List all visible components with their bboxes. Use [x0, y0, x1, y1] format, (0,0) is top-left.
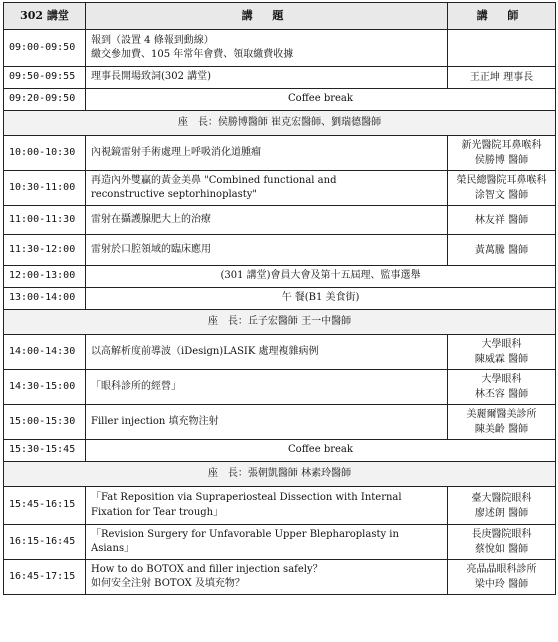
time-slot: 09:50-09:55	[4, 67, 86, 89]
topic-cell	[86, 487, 448, 525]
speaker-line: 侯勝博 醫師	[474, 155, 529, 166]
topic-line: 「Fat Reposition via Supraperiosteal Dissection with Internal	[91, 492, 402, 503]
topic-line: Filler injection 填充物注射	[91, 415, 219, 427]
time-slot: 15:30-15:45	[4, 440, 86, 462]
speaker-line: 涂智文 醫師	[474, 190, 529, 201]
session-chair-row	[4, 310, 556, 335]
table-row	[4, 487, 556, 525]
table-row	[4, 440, 556, 462]
table-row	[4, 235, 556, 266]
table-row	[4, 171, 556, 206]
time-slot: 14:30-15:00	[4, 370, 86, 405]
speaker-cell	[448, 487, 556, 525]
speaker-cell	[448, 235, 556, 266]
topic-cell	[86, 206, 448, 235]
topic-line: 「Revision Surgery for Unfavorable Upper Blepharoplasty in	[91, 528, 399, 540]
speaker-line: 林友祥 醫師	[474, 214, 529, 226]
topic-line: 「眼科診所的經營」	[91, 380, 181, 392]
speaker-cell	[448, 405, 556, 440]
table-row	[4, 288, 556, 310]
schedule-table	[3, 2, 556, 595]
topic-line: reconstructive septorhinoplasty"	[91, 189, 258, 200]
schedule-body	[4, 30, 556, 595]
speaker-line: 美麗爾醫美診所	[466, 409, 537, 420]
agenda-note: Coffee break	[86, 89, 556, 111]
topic-line: How to do BOTOX and filler injection safely？	[91, 563, 323, 575]
table-row	[4, 30, 556, 67]
speaker-line: 亮晶晶眼科診所	[466, 564, 537, 575]
topic-cell	[86, 30, 448, 67]
speaker-line: 陳美齡 醫師	[474, 424, 529, 435]
topic-cell	[86, 67, 448, 89]
speaker-cell	[448, 30, 556, 67]
topic-line: 再造內外雙贏的黃金美鼻 "Combined functional and	[91, 174, 337, 186]
header-room: 302 講堂	[4, 3, 86, 30]
table-row	[4, 206, 556, 235]
agenda-note: Coffee break	[86, 440, 556, 462]
table-row	[4, 266, 556, 288]
agenda-note: (301 講堂)會員大會及第十五屆理、監事選舉	[86, 266, 556, 288]
speaker-cell	[448, 67, 556, 89]
time-slot: 10:30-11:00	[4, 171, 86, 206]
speaker-line: 新光醫院耳鼻喉科	[461, 140, 542, 151]
topic-line: Fixation for Tear trough」	[91, 506, 224, 518]
speaker-cell	[448, 171, 556, 206]
speaker-line: 大學眼科	[481, 374, 522, 385]
speaker-cell	[448, 136, 556, 171]
time-slot: 09:20-09:50	[4, 89, 86, 111]
time-slot: 10:00-10:30	[4, 136, 86, 171]
speaker-line: 長庚醫院眼科	[471, 529, 532, 540]
topic-line: 如何安全注射 BOTOX 及填充物？	[91, 578, 245, 589]
speaker-line: 王正坤 理事長	[469, 72, 534, 83]
table-row	[4, 335, 556, 370]
speaker-line: 蔡悅如 醫師	[474, 544, 529, 555]
table-header-row	[4, 3, 556, 30]
agenda-note: 午 餐(B1 美食街)	[86, 288, 556, 310]
time-slot: 12:00-13:00	[4, 266, 86, 288]
topic-line: 繳交參加費、105 年常年會費、領取繳費收據	[91, 49, 294, 60]
session-chair-row	[4, 111, 556, 136]
time-slot: 16:45-17:15	[4, 560, 86, 595]
time-slot: 15:45-16:15	[4, 487, 86, 525]
topic-line: 雷射在攝護腺肥大上的治療	[91, 213, 211, 225]
speaker-line: 黃萬騰 醫師	[474, 244, 529, 256]
table-row	[4, 67, 556, 89]
speaker-line: 榮民總醫院耳鼻喉科	[456, 175, 547, 186]
time-slot: 13:00-14:00	[4, 288, 86, 310]
topic-cell	[86, 136, 448, 171]
table-row	[4, 370, 556, 405]
speaker-cell	[448, 370, 556, 405]
topic-cell	[86, 235, 448, 266]
header-topic: 講 題	[86, 3, 448, 30]
schedule-sheet	[3, 2, 555, 595]
table-row	[4, 89, 556, 111]
topic-line: Asians」	[91, 543, 135, 554]
time-slot: 15:00-15:30	[4, 405, 86, 440]
session-chairs: 座 長：丘子宏醫師 王一中醫師	[4, 310, 556, 335]
topic-line: 理事長開場致詞(302 講堂)	[91, 71, 212, 83]
table-row	[4, 525, 556, 560]
speaker-cell	[448, 560, 556, 595]
topic-cell	[86, 171, 448, 206]
speaker-line: 陳威霖 醫師	[474, 354, 529, 365]
speaker-line: 廖述朗 醫師	[474, 507, 529, 519]
topic-cell	[86, 560, 448, 595]
speaker-cell	[448, 206, 556, 235]
time-slot: 09:00-09:50	[4, 30, 86, 67]
topic-line: 報到（設置 4 條報到動線）	[91, 34, 214, 46]
topic-line: 雷射於口腔領域的臨床應用	[91, 243, 211, 255]
speaker-line: 梁中玲 醫師	[474, 579, 529, 590]
speaker-line: 大學眼科	[481, 339, 522, 350]
topic-cell	[86, 370, 448, 405]
topic-cell	[86, 405, 448, 440]
table-row	[4, 405, 556, 440]
topic-line: 內視鏡雷射手術處理上呼吸消化道腫瘤	[91, 146, 261, 158]
speaker-line: 林丕容 醫師	[474, 389, 529, 400]
speaker-cell	[448, 335, 556, 370]
session-chairs: 座 長：張朝凱醫師 林素玲醫師	[4, 462, 556, 487]
topic-cell	[86, 335, 448, 370]
topic-cell	[86, 525, 448, 560]
table-row	[4, 136, 556, 171]
speaker-cell	[448, 525, 556, 560]
time-slot: 11:00-11:30	[4, 206, 86, 235]
session-chair-row	[4, 462, 556, 487]
time-slot: 16:15-16:45	[4, 525, 86, 560]
topic-line: 以高解析度前導波（iDesign)LASIK 處理複雜病例	[91, 345, 319, 357]
time-slot: 11:30-12:00	[4, 235, 86, 266]
session-chairs: 座 長：侯勝博醫師 崔克宏醫師、劉瑞德醫師	[4, 111, 556, 136]
speaker-line: 臺大醫院眼科	[471, 492, 532, 504]
header-speaker: 講 師	[448, 3, 556, 30]
time-slot: 14:00-14:30	[4, 335, 86, 370]
table-row	[4, 560, 556, 595]
